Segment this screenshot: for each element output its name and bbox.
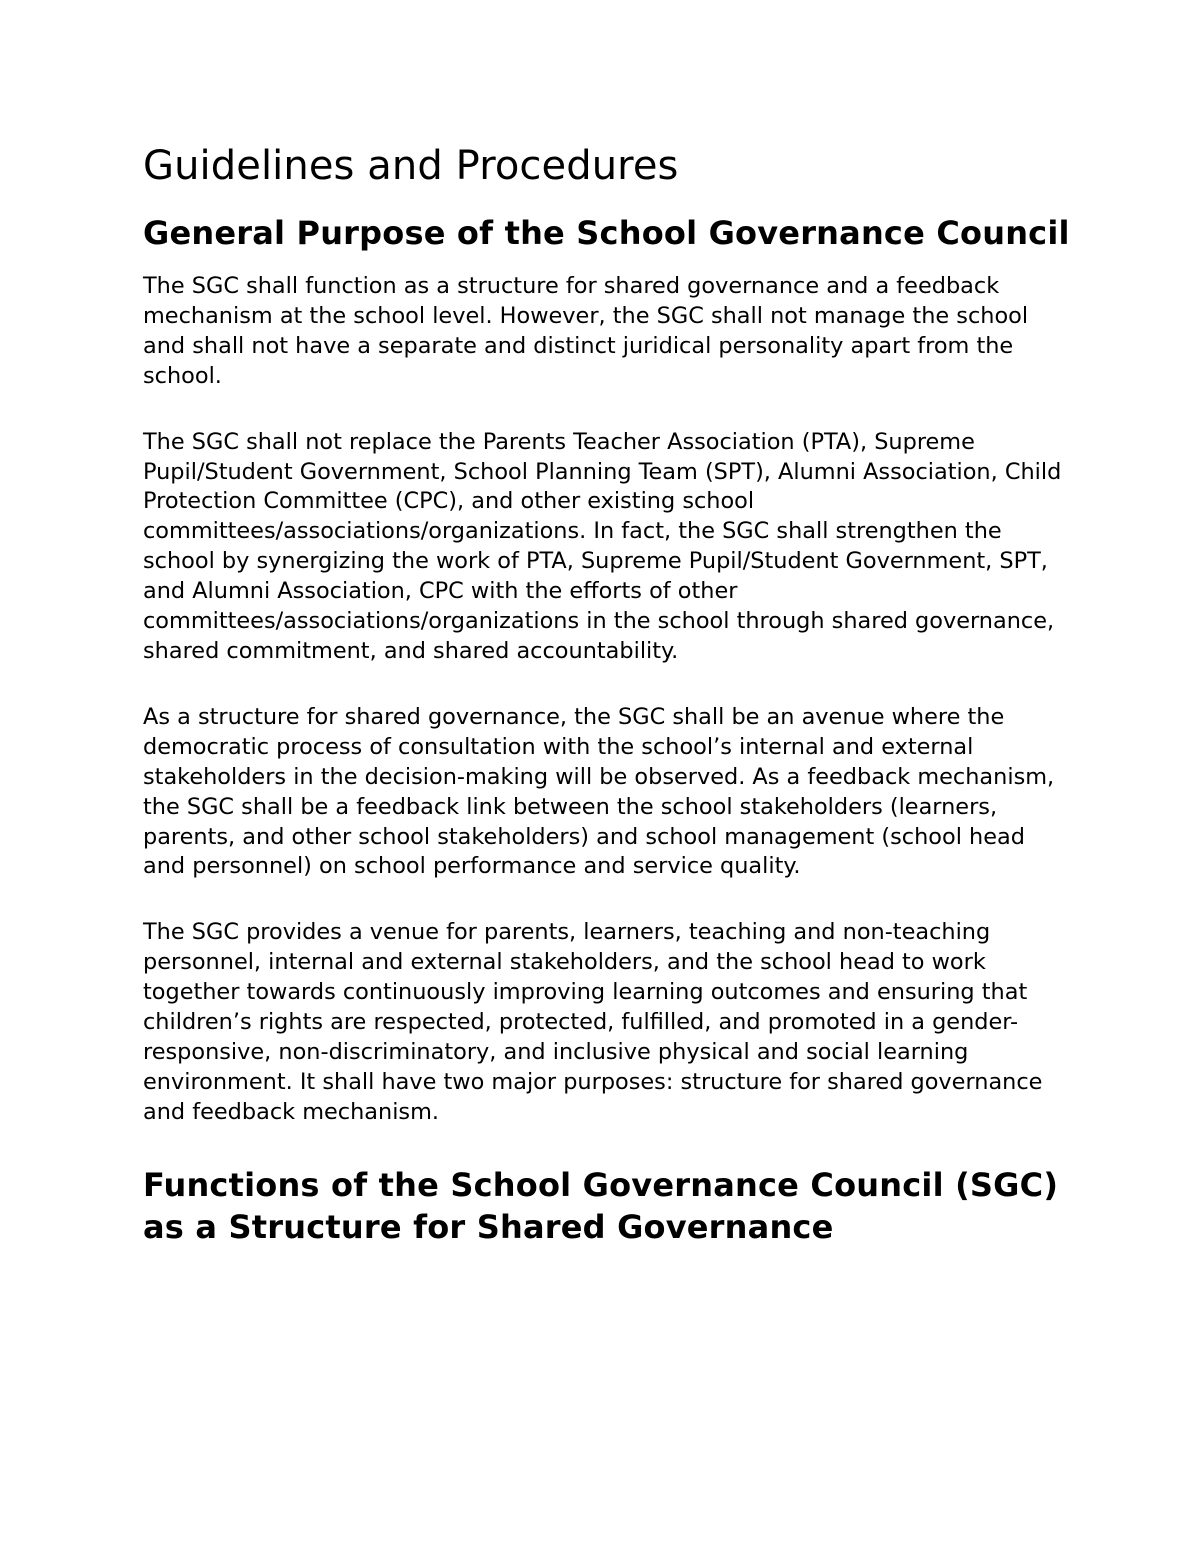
- section-heading-general-purpose: General Purpose of the School Governance Council: [143, 214, 1070, 252]
- paragraph-sgc-function: The SGC shall function as a structure for shared governance and a feedback mechanism at the school level. However, the SGC shall not manage the school and shall not have a separate and distinct juridical personality apart from the school.: [143, 273, 1029, 389]
- document-body: [143, 138, 1073, 1266]
- paragraph-sgc-structure-feedback: As a structure for shared governance, the SGC shall be an avenue where the democratic process of consultation with the school’s internal and external stakeholders in the decision-making will be observed. As a feedback mechanism, the SGC shall be a feedback link between the school stakeholders (learners, parents, and other school stakeholders) and school management (school head and personnel) on school performance and service quality.: [143, 703, 1055, 880]
- document-title: Guidelines and Procedures: [143, 143, 679, 189]
- section-heading-functions: Functions of the School Governance Council (SGC) as a Structure for Shared Governance: [143, 1165, 1059, 1246]
- paragraph-sgc-not-replace: The SGC shall not replace the Parents Teacher Association (PTA), Supreme Pupil/Student Government, School Planning Team (SPT), Alumni Association, Child Protection Committee (CPC), and other existing school committees/associations/organizations. In fact, the SGC shall strengthen the school by synergizing the work of PTA, Supreme Pupil/Student Government, SPT, and Alumni Association, CPC with the efforts of other committees/associations/organizations in the school through shared governance, shared commitment, and shared accountability.: [143, 428, 1062, 664]
- paragraph-sgc-venue: The SGC provides a venue for parents, learners, teaching and non-teaching personnel, internal and external stakeholders, and the school head to work together towards continuously improving learning outcomes and ensuring that children’s rights are respected, protected, fulfilled, and promoted in a gender-responsive, non-discriminatory, and inclusive physical and social learning environment. It shall have two major purposes: structure for shared governance and feedback mechanism.: [143, 919, 1043, 1125]
